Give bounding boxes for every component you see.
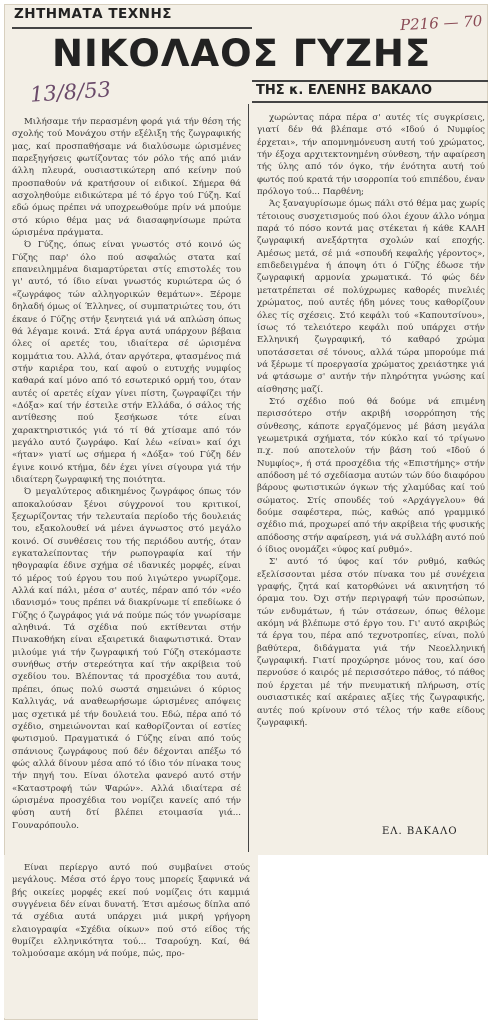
paragraph: Είναι περίεργο αυτό πού συμβαίνει στούς μεγάλους. Μέσα στό έργο τους μπορείς ξαφνικά νά βής οικείες μορφές εκεί πού νομίζεις ότι καμμιά συγγένεια δέν είναι δυνατή. Έτσι αμέσως δίπλα από τά σχέδια αυτά υπάρχει μιά μικρή γρήγορη ελαιογραφία «Σχέδια οίκων» πού στό είδος τής θυμίζει ελληνικότητα τού... Τσαρούχη. Καί, θά τολμούσαμε ακόμη νά πούμε, πώς, προ- <box>12 863 250 960</box>
paragraph: χωρώντας πάρα πέρα σ' αυτές τίς συγκρίσεις, γιατί δέν θά βλέπαμε στό «Ιδού ό Νυμφίος έρχεται», τήν απομνημόνευση αυτή τού χρώματος, τήν έξοχα αρχιτεκτονημένη σύνθεση, τήν αφαίρεση τής ύλης από τόν όγκο, τήν ένότητα αυτή τού φωτός πού κρατά τήν ισορροπία τού επιπέδου, έναν πρόλογο τού... Παρθένη; <box>257 113 485 198</box>
article-continuation-column <box>12 862 250 961</box>
handwritten-archive-number: P216 — 70 <box>399 11 483 35</box>
section-kicker: ΖΗΤΗΜΑΤΑ ΤΕΧΝΗΣ <box>14 6 172 22</box>
article-right-column <box>257 112 485 729</box>
author-signature: ΕΛ. ΒΑΚΑΛΟ <box>382 826 458 837</box>
byline-rule-top <box>252 80 488 82</box>
byline-rule-bottom <box>252 101 488 103</box>
paragraph: Σ' αυτό τό ύφος καί τόν ρυθμό, καθώς εξελίσσονται μέσα στόν πίνακα του μέ συνέχεια γραφής, ζητά καί κατορθώνει νά ακινητήση τό όραμα του. Όχι στήν περιγραφή τών προσώπων, τών ενδυμάτων, ή τών στάσεων, όπως θέλομε ακόμη νά βλέπωμε στό έργο του. Γι' αυτό ακριβώς τά έργα του, πέρα από τεχνοτροπίες, είναι, πολύ βαθύτερα, διδάγματα γιά τήν Νεοελληνική ζωγραφική. Γιατί προχώρησε μόνος του, καί όσο περνούσε ό καιρός μέ περισσότερο πάθος, τό πάθος πού έρχεται μέ τήν πνευματική πλήρωση, στίς ουσιαστικές καί ακέραιες αξίες τής ζωγραφικής, αυτές πού κρίνουν στό τέλος τήν καθε είδους ζωγραφική. <box>257 557 485 728</box>
article-title: ΝΙΚΟΛΑΟΣ ΓΥΖΗΣ <box>52 32 432 75</box>
blank-area <box>258 855 488 1020</box>
byline: ΤΗΣ κ. ΕΛΕΝΗΣ ΒΑΚΑΛΟ <box>256 83 433 98</box>
article-left-column <box>12 116 241 832</box>
column-divider <box>248 104 249 852</box>
paragraph: Ό μεγαλύτερος αδικημένος ζωγράφος όπως τόν αποκαλούσαν ξένοι σύγχρονοί του κριτικοί, ξεχωρίζοντας τήν τελευταία περίοδο τής δουλειάς του, εξακολουθεί νά μένει άγνωστος στό μεγάλο κοινό. Οί συνθέσεις του τής περιόδου αυτής, όταν εγκαταλείποντας τήν ρωπογραφία καί τήν ηθογραφία έδινε σχήμα σέ ιδανικές μορφές, είναι τό μέρος τού έργου του πού λιγώτερο γνωρίζομε. Αλλά καί πάλι, μέσα σ' αυτές, πέραν από τόν «νέο ιδανισμό» τους πρέπει νά διακρίνωμε τί επεδίωκε ό Γύζης ό ζωγράφος γιά νά πούμε πώς τόν γνωρίσαμε αληθινά. Τά σχέδια πού εκτίθενται στήν Πινακοθήκη είναι εξαιρετικά διαφωτιστικά. Όταν μιλούμε γιά τήν ζωγραφική τού Γύζη στεκόμαστε συνήθως στήν στερεότητα καί τήν ακρίβεια τού σχεδίου του. Βλέποντας τά προσχέδια του αυτά, πρέπει, όπως πολύ σωστά σημειώνει ό κύριος Καλλιγάς, νά αναθεωρήσωμε ώρισμένες απόψεις μας σχετικά μέ τήν δουλειά του. Εδώ, πέρα από τό σχέδιο, σημειώνονται καί καθορίζονται οί εστίες φωτισμού. Πραγματικά ό Γύζης είναι από τούς σπάνιους ζωγράφους πού δέν δέχονται απέξω τό φώς αλλά δίνουν μέσα από τό ίδιο τόν πίνακα τους τήν πηγή του. Είναι όλοτελα φανερό αυτό στήν «Καταστροφή τών Ψαρών». Αλλά ιδιαίτερα σέ ώρισμένα προσχέδια του νομίζει κανείς από τήν φύση αυτή δτί βλέπει ετοιμασία γιά... Γουναρόπουλο. <box>12 487 241 831</box>
handwritten-date: 13/8/53 <box>29 77 112 107</box>
kicker-rule <box>12 27 252 29</box>
paragraph: Στό σχέδιο πού θά δούμε νά επιμένη περισσότερο στήν ακριβή ισορρόπηση τής σύνθεσης, κάποτε εργαζόμενος μέ βάση μεγάλα γεωμετρικά σχήματα, τόν κύκλο καί τό τρίγωνο π.χ. πού αποτελούν τήν βάση τού «Ιδού ό Νυμφίος», ή στά προσχέδια τής «Επιστήμης» στήν απόδοση μέ τό σχεδίασμα αυτών τών δύο διαφόρου βάρους φωτιστικών όγκων τής χλαμύδας καί τού σώματος. Στίς σπουδές τού «Αρχάγγελου» θά δούμε σαφέστερα, πώς, καθώς από γραμμικό σχέδιο πιά, προχωρεί από τήν ακρίβεια τής φυσικής απόδοσης στήν αφαίρεση, γιά νά συλλάβη αυτό πού ό ίδιος ονομάζει «ύφος καί ρυθμό». <box>257 396 485 556</box>
paragraph: Μιλήσαμε τήν περασμένη φορά γιά τήν θέση τής σχολής τού Μονάχου στήν εξέλιξη τής ζωγραφικής μας, καί προσπαθήσαμε νά διαλύσωμε ώρισμένες παρεξηγήσεις φωτίζοντας τόν ρόλο τής από μιάν άλλη πλευρά, ουσιαστικώτερη από κείνην πού προσπαθούν νά κρατήσουν οί ειδικοί. Σήμερα θά ασχοληθούμε ειδικώτερα μέ τό έργο τού Γύζη. Καί εδώ όμως πρέπει νά υποχρεωθούμε πρίν νά μπούμε στό κύριο θέμα μας νά διασαφηνίσωμε πρώτα ώρισμένα πράγματα. <box>12 117 241 239</box>
paragraph: Ό Γύζης, όπως είναι γνωστός στό κοινό ώς Γύζης παρ' όλο πού ασφαλώς στατα καί επανειλημμένα διαμαρτύρεται στίς επιστολές του γι' αυτό, τό ίδιο είναι γνωστός κυριώτερα ώς ό «ζωγράφος τών αλληγορικών θεμάτων». Ξέρομε δηλαδή όμως οί Έλληνες, οί συμπατριώτες του, ότι έκανε ό Γύζης στήν ξενητειά γιά νά απλώση όπως θά λέγαμε κοινά. Στά έργα αυτά υπάρχουν βέβαια όλες οί αρετές του, ιδιαίτερα σέ ώρισμένα κομμάτια του. Αλλά, όταν αργότερα, φτασμένος πιά στήν καριέρα του, καί αφού ο ευτυχής νυμφίος καθαρά καί μόνο από τό εσωτερικό ορμή του, όταν αυτές οί αρετές είχαν γίνει πίστη, ζωγραφίζει τήν «Δόξα» καί τήν έστειλε στήν Ελλάδα, ό σάλος τής αντίθεσης πού ξεσήκωσε τότε είναι χαρακτηριστικός γιά τό τί θά χτίσαμε από τόν μεγάλο αυτό ζωγράφο. Καί λέω «είναι» καί όχι «ήταν» γιατί ως σήμερα ή «Δόξα» τού Γύζη δέν έγινε κοινό κτήμα, δέν έχει γίνει σίγουρα γιά τήν ιδιαίτερη ζωγραφική της ποιότητα. <box>12 240 241 485</box>
paragraph: Άς ξαναγυρίσωμε όμως πάλι στό θέμα μας χωρίς τέτοιους συσχετισμούς πού όλοι έχουν άλλο νόημα παρά τό πόσο κοντά μας στέκεται ή κάθε ΚΑΛΗ ζωγραφική ανεξάρτητα σχολών καί εποχής. Αμέσως μετά, σέ μιά «σπουδή κεφαλής γέροντος», επιδεδειγμένα ή άποψη ότι ό Γύζης έδωσε τήν ζωγραφική αρμονία χρωματικά. Τό φώς δέν μετατρέπεται σέ πολύχρωμες καθορές πινελιές χρώματος, πού αυτές ήδη μόνες τους καθορίζουν όλες τίς σχέσεις. Στό κεφάλι τού «Καπουτσίνου», ίσως τό τελειότερο κεφάλι πού υπάρχει στήν Ελληνική ζωγραφική, τό καθαρό χρώμα υποτάσσεται σέ τόνους, αλλά τώρα μπορούμε πιά νά ξέρωμε τί προεργασία χρώματος χρειάστηκε γιά νά φτάσωμε σ' αυτήν τήν πληρότητα γνώσης καί αίσθησης μαζί. <box>257 199 485 395</box>
